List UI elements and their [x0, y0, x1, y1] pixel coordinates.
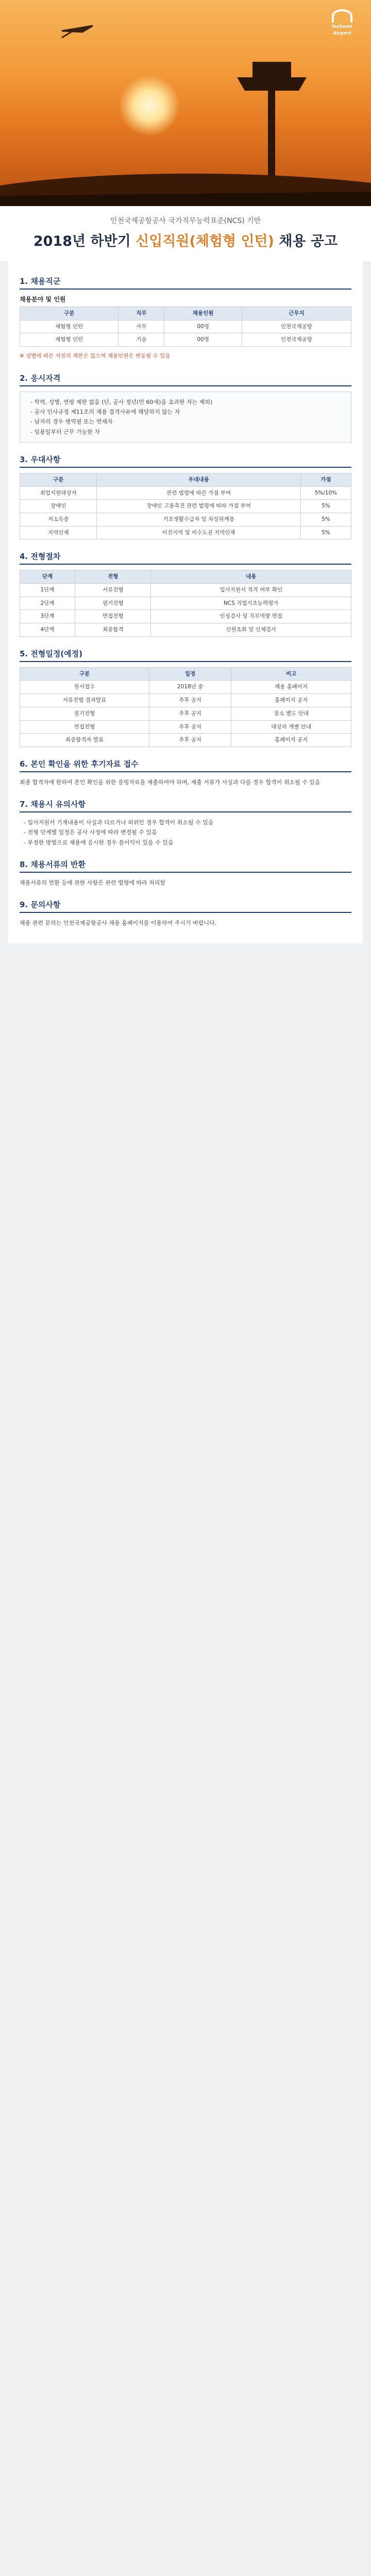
cell: 5%	[300, 500, 351, 513]
cell: 채용 홈페이지	[231, 681, 351, 694]
list-item: - 임용일부터 근무 가능한 자	[30, 427, 345, 437]
cell: 인성검사 및 직무역량 면접	[151, 610, 351, 623]
title-suffix: 채용 공고	[274, 233, 338, 249]
section-title: 3. 우대사항	[20, 454, 351, 468]
logo-mark-icon	[332, 9, 352, 23]
airport-silhouette	[0, 0, 371, 206]
section-title: 5. 전형일정(예정)	[20, 648, 351, 662]
brand-logo	[327, 9, 358, 37]
cell: 4단계	[20, 623, 75, 637]
cell: 서류전형 결과발표	[20, 694, 149, 707]
qualification-box	[20, 392, 351, 443]
table-row	[20, 584, 351, 597]
cell: 체험형 인턴	[20, 320, 119, 333]
cell: 최종합격	[75, 623, 151, 637]
cell: 기초생활수급자 및 차상위계층	[97, 513, 300, 526]
cell: 추후 공지	[149, 694, 231, 707]
list-item: - 학력, 성별, 연령 제한 없음 (단, 공사 정년(만 60세)을 초과한 자는 제외)	[30, 397, 345, 407]
item-heading: 채용분야 및 인원	[20, 296, 66, 303]
preference-table	[20, 473, 351, 539]
list-item: - 남자의 경우 병역필 또는 면제자	[30, 417, 345, 427]
cell: 00명	[164, 320, 242, 333]
cell: 3단계	[20, 610, 75, 623]
table-row	[20, 333, 351, 347]
title-area	[0, 206, 371, 261]
table-row	[20, 500, 351, 513]
cell: 5%/10%	[300, 486, 351, 500]
table-row	[20, 623, 351, 637]
list-item: - 전형 단계별 일정은 공사 사정에 따라 변경될 수 있음	[24, 827, 351, 837]
cell: 필기전형	[75, 597, 151, 610]
cell: 추후 공지	[149, 720, 231, 734]
cell: 필기전형	[20, 707, 149, 720]
table-header: 단계	[20, 570, 75, 584]
section-title: 2. 응시자격	[20, 372, 351, 386]
schedule-table	[20, 667, 351, 747]
cell: 장소 별도 안내	[231, 707, 351, 720]
cell: 1단계	[20, 584, 75, 597]
cell: 5%	[300, 526, 351, 539]
note-text: ※ 성별에 따른 지원의 제한은 없으며 채용인원은 변동될 수 있음	[20, 353, 171, 360]
hero-banner	[0, 0, 371, 206]
cell: 장애인	[20, 500, 97, 513]
cell: 사무	[119, 320, 164, 333]
table-row	[20, 513, 351, 526]
cell: 신원조회 및 신체검사	[151, 623, 351, 637]
table-header: 내용	[151, 570, 351, 584]
cell: 최종합격자 발표	[20, 734, 149, 747]
title-highlight: 신입직원(체험형 인턴)	[136, 233, 274, 249]
table-header: 직무	[119, 307, 164, 320]
cell: 입사지원서 적격 여부 확인	[151, 584, 351, 597]
table-row	[20, 597, 351, 610]
cell: 이전지역 및 비수도권 지역인재	[97, 526, 300, 539]
cell: 지역인재	[20, 526, 97, 539]
table-row	[20, 610, 351, 623]
table-row	[20, 320, 351, 333]
table-row	[20, 707, 351, 720]
cell: 취업지원대상자	[20, 486, 97, 500]
cell: 인천국제공항	[242, 333, 351, 347]
logo-text: Incheon Airport	[331, 24, 353, 36]
cell: 홈페이지 공지	[231, 734, 351, 747]
title-prefix: 2018년 하반기	[33, 233, 136, 249]
cell: 5%	[300, 513, 351, 526]
cell: 대상자 개별 안내	[231, 720, 351, 734]
paragraph: 채용서류의 반환 등에 관한 사항은 관련 법령에 따라 처리함	[20, 879, 165, 886]
page-subtitle: 인천국제공항공사 국가직무능력표준(NCS) 기반	[110, 217, 261, 225]
table-header: 우대내용	[97, 473, 300, 486]
section-title: 1. 채용직군	[20, 276, 351, 290]
cell: 인천국제공항	[242, 320, 351, 333]
section-title: 4. 전형절차	[20, 551, 351, 565]
section-title: 8. 채용서류의 반환	[20, 859, 351, 873]
table-row	[20, 694, 351, 707]
table-row	[20, 486, 351, 500]
cell: 홈페이지 공지	[231, 694, 351, 707]
list-item: - 공사 인사규정 제11조의 채용 결격사유에 해당하지 않는 자	[30, 407, 345, 417]
cell: 체험형 인턴	[20, 333, 119, 347]
table-header: 가점	[300, 473, 351, 486]
cell: 원서접수	[20, 681, 149, 694]
list-item: - 부정한 방법으로 채용에 응시한 경우 불이익이 있을 수 있음	[24, 838, 351, 848]
cell: 저소득층	[20, 513, 97, 526]
cell: 서류전형	[75, 584, 151, 597]
table-header: 비고	[231, 667, 351, 681]
cell: NCS 직업기초능력평가	[151, 597, 351, 610]
list-item: - 입사지원서 기재내용이 사실과 다르거나 허위인 경우 합격이 취소될 수 있음	[24, 818, 351, 827]
table-header: 구분	[20, 667, 149, 681]
paragraph: 채용 관련 문의는 인천국제공항공사 채용 홈페이지를 이용하여 주시기 바랍니다.	[20, 920, 217, 927]
cell: 면접전형	[20, 720, 149, 734]
section-title: 7. 채용시 유의사항	[20, 799, 351, 812]
table-header: 구분	[20, 307, 119, 320]
cell: 추후 공지	[149, 734, 231, 747]
table-row	[20, 681, 351, 694]
cell: 2단계	[20, 597, 75, 610]
cell: 기술	[119, 333, 164, 347]
cell: 추후 공지	[149, 707, 231, 720]
cell: 면접전형	[75, 610, 151, 623]
notice-body	[8, 261, 363, 943]
section-title: 9. 문의사항	[20, 899, 351, 913]
table-row	[20, 526, 351, 539]
table-header: 일정	[149, 667, 231, 681]
cell: 00명	[164, 333, 242, 347]
process-table	[20, 570, 351, 636]
section-title: 6. 본인 확인을 위한 후기자료 접수	[20, 758, 351, 772]
table-header: 구분	[20, 473, 97, 486]
table-row	[20, 720, 351, 734]
cell: 장애인 고용촉진 관련 법령에 따라 가점 부여	[97, 500, 300, 513]
table-row	[20, 734, 351, 747]
page-title	[10, 230, 361, 250]
cell: 관련 법령에 따른 가점 부여	[97, 486, 300, 500]
table-header: 근무지	[242, 307, 351, 320]
table-header: 전형	[75, 570, 151, 584]
recruit-table	[20, 307, 351, 347]
paragraph: 최종 합격자에 한하여 본인 확인을 위한 증빙자료를 제출하여야 하며, 제출 서류가 사실과 다를 경우 합격이 취소될 수 있음	[20, 778, 321, 786]
cell: 2018년 중	[149, 681, 231, 694]
table-header: 채용인원	[164, 307, 242, 320]
